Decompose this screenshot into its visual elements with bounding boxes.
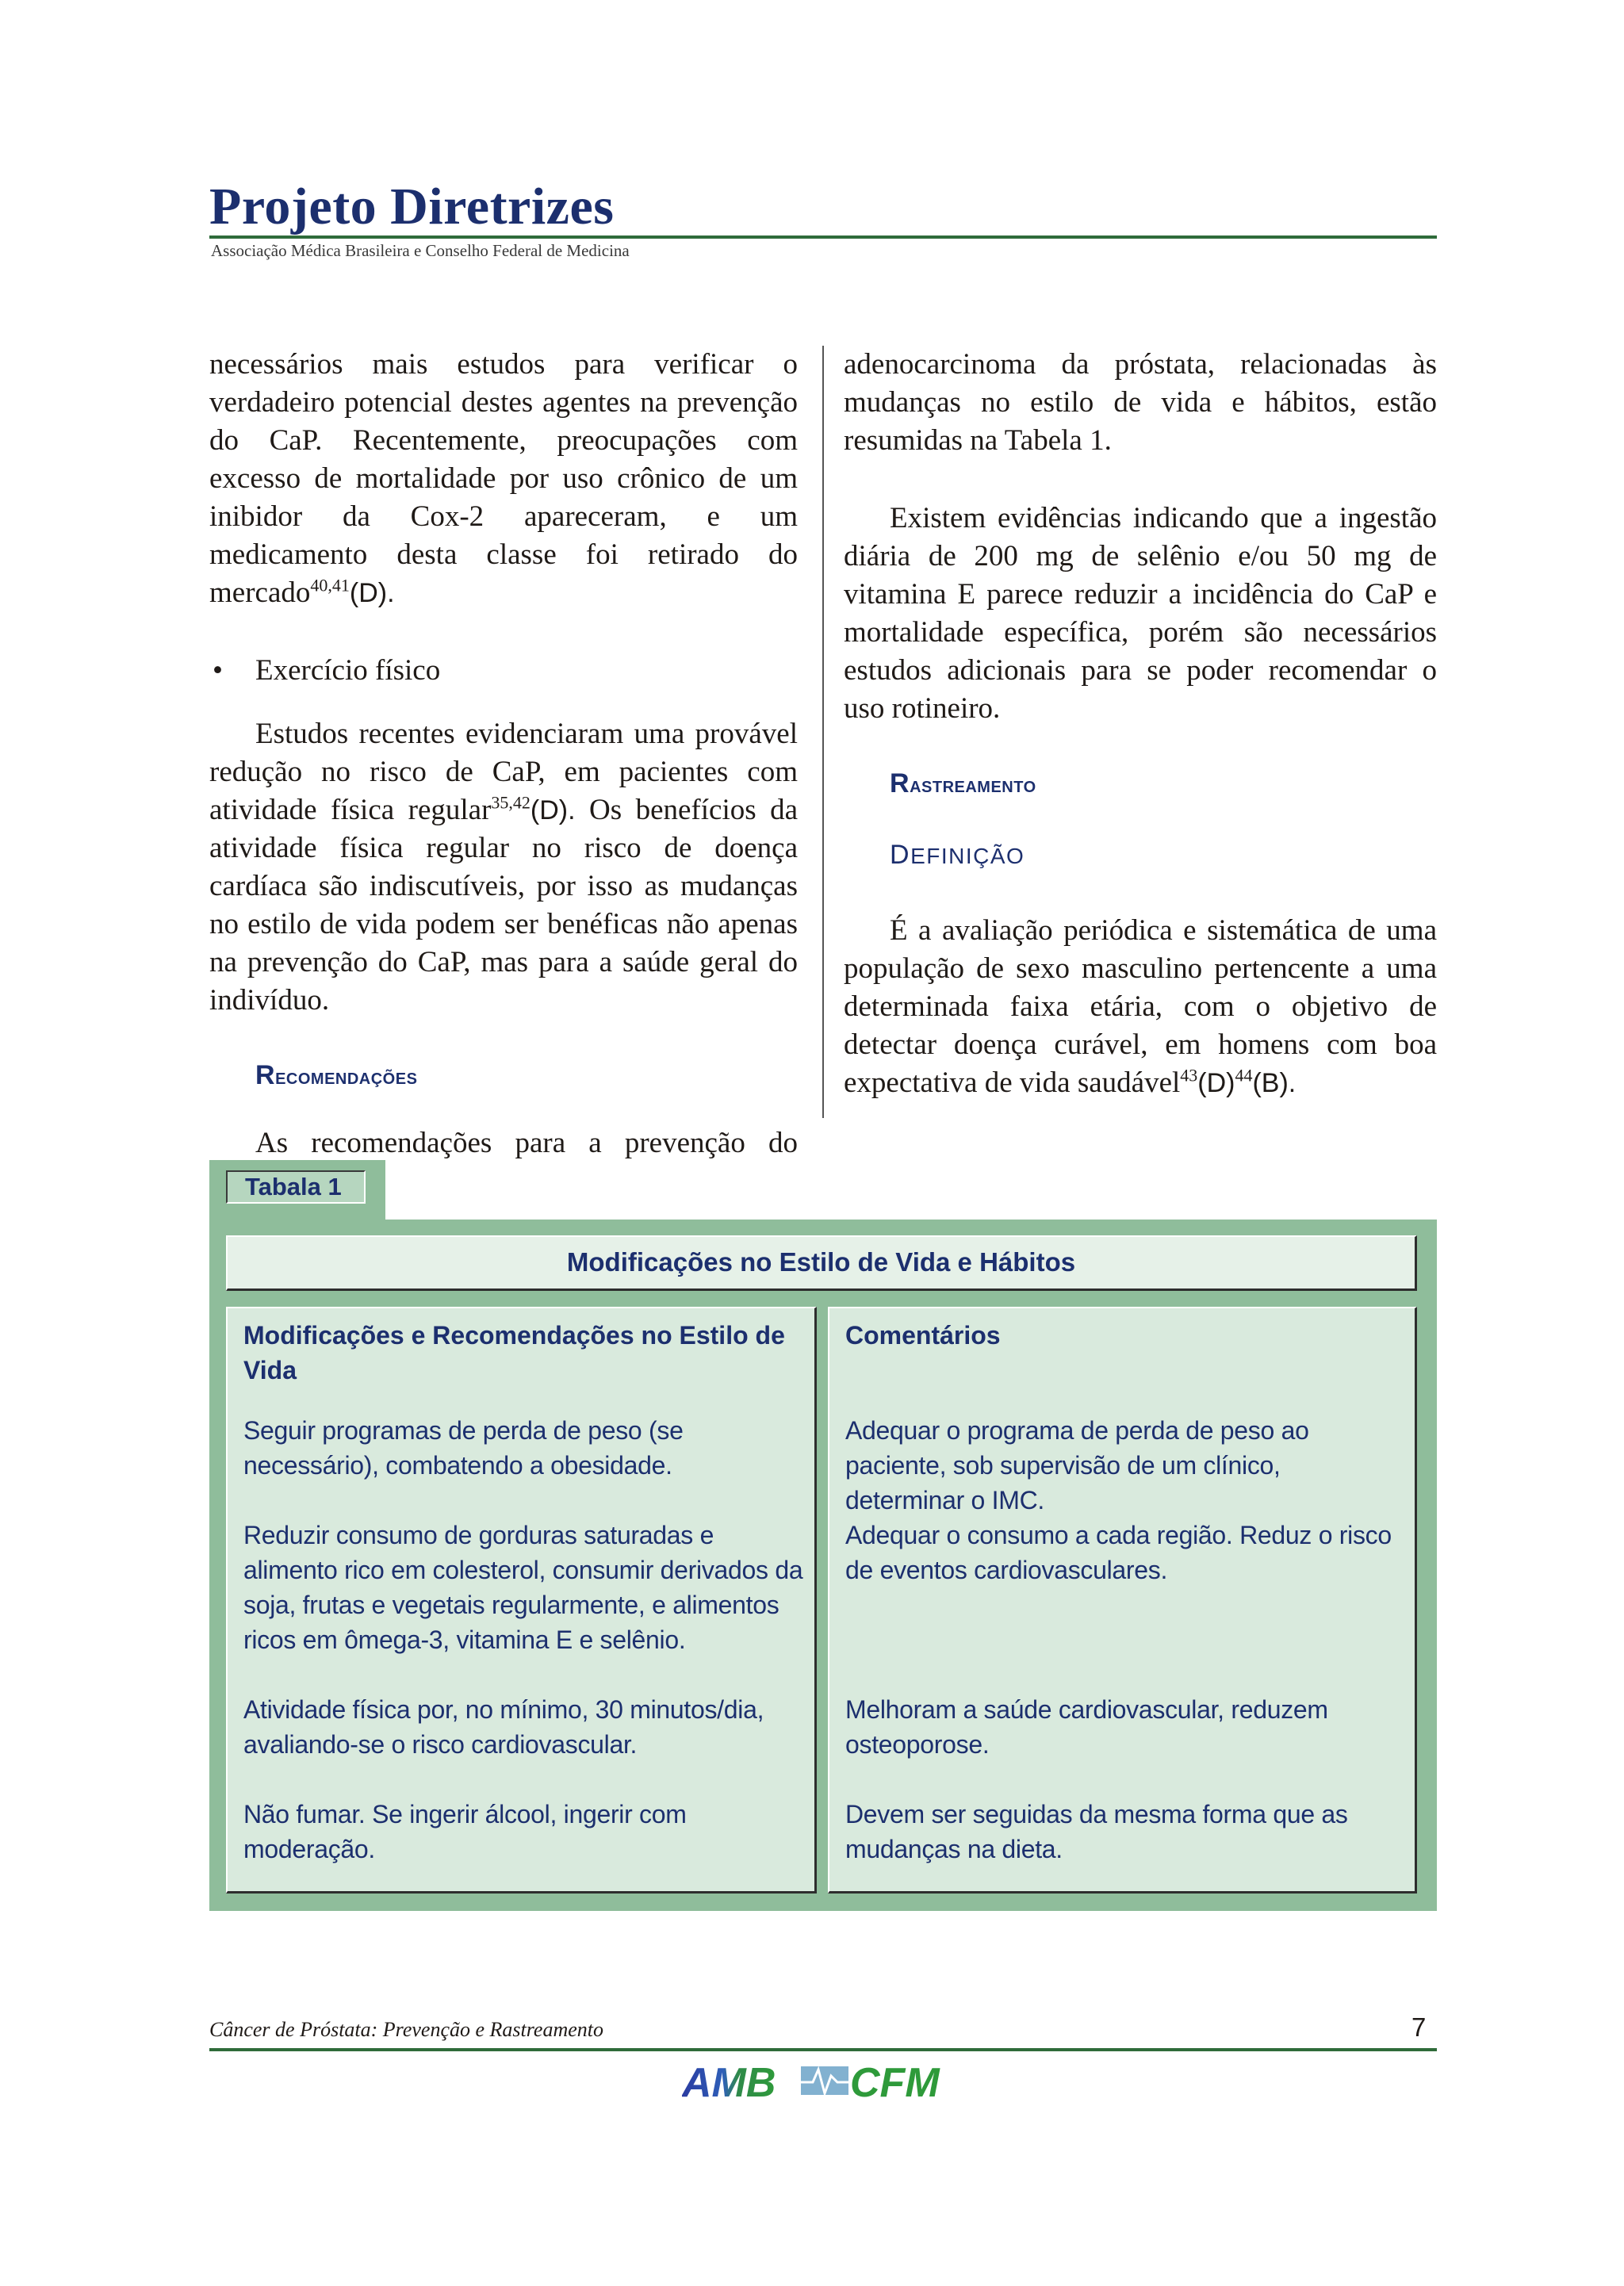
citation-superscript: 43 bbox=[1180, 1065, 1198, 1086]
amb-cfm-logo bbox=[682, 2058, 967, 2108]
evidence-grade: (D). bbox=[530, 795, 576, 825]
column-divider bbox=[822, 346, 824, 1118]
footer-text: Câncer de Próstata: Prevenção e Rastreamento bbox=[209, 2018, 603, 2041]
page-number: 7 bbox=[1411, 2012, 1427, 2042]
paragraph: É a avaliação periódica e sistemática de uma população de sexo masculino pertencente a uma determinada faixa etária, com o objetivo de detectar doença curável, em homens com boa expectativa de vida $saudável^{43}(D)^{44}(B)$. bbox=[844, 914, 1437, 1099]
paragraph: adenocarcinoma da próstata, relacionadas às mudanças no estilo de vida e hábitos, estão resumidas na Tabela 1. bbox=[844, 348, 1437, 457]
bullet-label: Exercício físico bbox=[255, 654, 441, 687]
paragraph: Estudos recentes evidenciaram uma provável redução no risco de CaP, em pacientes com atividade física regular$^{35,42}$(D). Os benefícios da atividade física regular no risco de doença cardíaca são indiscutíveis, por isso as mudanças no estilo de vida podem ser benéficas não apenas na prevenção do CaP, mas para a saúde geral do indivíduo. bbox=[209, 718, 799, 1017]
section-heading-rastreamento: Rastreamento bbox=[890, 768, 1036, 798]
citation-superscript: 40,41 bbox=[310, 575, 350, 595]
right-column bbox=[844, 346, 1437, 1102]
table-cell: Adequar o programa de perda de peso ao paciente, sob supervisão de um clínico, determinar o IMC. bbox=[845, 1416, 1309, 1514]
evidence-grade: (D). bbox=[349, 578, 395, 608]
paragraph: Existem evidências indicando que a ingestão diária de 200 mg de selênio e/ou 50 mg de vitamina E parece reduzir a incidência do CaP e mortalidade específica, porém são necessários estudos adicionais para se poder recomendar o uso rotineiro. bbox=[844, 502, 1437, 725]
table-title: Modificações no Estilo de Vida e Hábitos bbox=[226, 1235, 1417, 1291]
subsection-heading-definicao: DEFINIÇÃO bbox=[890, 840, 1025, 870]
evidence-grade: (D) bbox=[1197, 1068, 1235, 1098]
citation-superscript: 44 bbox=[1235, 1065, 1253, 1086]
column-header: Modificações e Recomendações no Estilo de Vida bbox=[243, 1321, 785, 1384]
svg-text:CFM: CFM bbox=[850, 2060, 940, 2104]
table-column-comments bbox=[828, 1307, 1417, 1894]
paragraph: necessários mais estudos para verificar o verdadeiro potencial destes agentes na prevenção do CaP. Recentemente, preocupações com excesso de mortalidade por uso crônico de um inibidor da Cox-2 apareceram, e um medicamento desta classe foi retirado do mercado$^{40,41}$(D). bbox=[209, 348, 798, 609]
svg-text:AMB: AMB bbox=[682, 2060, 776, 2104]
header-divider bbox=[209, 235, 1437, 239]
evidence-grade: (B). bbox=[1252, 1068, 1297, 1098]
left-column bbox=[209, 346, 798, 1162]
table-cell: Melhoram a saúde cardiovascular, reduzem osteoporose. bbox=[845, 1695, 1328, 1759]
bullet-icon: • bbox=[213, 654, 223, 687]
footer-divider bbox=[209, 2048, 1437, 2051]
table-label: Tabala 1 bbox=[226, 1170, 366, 1204]
table-cell: Adequar o consumo a cada região. Reduz o risco de eventos cardiovasculares. bbox=[845, 1521, 1392, 1584]
table-cell: Atividade física por, no mínimo, 30 minutos/dia, avaliando-se o risco cardiovascular. bbox=[243, 1695, 764, 1759]
citation-superscript: 35,42 bbox=[491, 792, 530, 813]
section-heading-recomendacoes: Recomendações bbox=[255, 1060, 418, 1090]
bullet-item bbox=[209, 652, 798, 690]
page-subtitle: Associação Médica Brasileira e Conselho Federal de Medicina bbox=[211, 241, 630, 260]
table-cell: Seguir programas de perda de peso (se necessário), combatendo a obesidade. bbox=[243, 1416, 684, 1480]
page-title: Projeto Diretrizes bbox=[209, 178, 615, 235]
table-cell: Devem ser seguidas da mesma forma que as mudanças na dieta. bbox=[845, 1800, 1348, 1863]
table-cell: Reduzir consumo de gorduras saturadas e alimento rico em colesterol, consumir derivados da soja, frutas e vegetais regularmente, e alimentos ricos em ômega-3, vitamina E e selênio. bbox=[243, 1521, 803, 1654]
table-column-recommendations bbox=[226, 1307, 817, 1894]
paragraph: As recomendações para a prevenção do bbox=[255, 1127, 798, 1159]
column-header: Comentários bbox=[845, 1321, 1001, 1350]
table-cell: Não fumar. Se ingerir álcool, ingerir com moderação. bbox=[243, 1800, 687, 1863]
